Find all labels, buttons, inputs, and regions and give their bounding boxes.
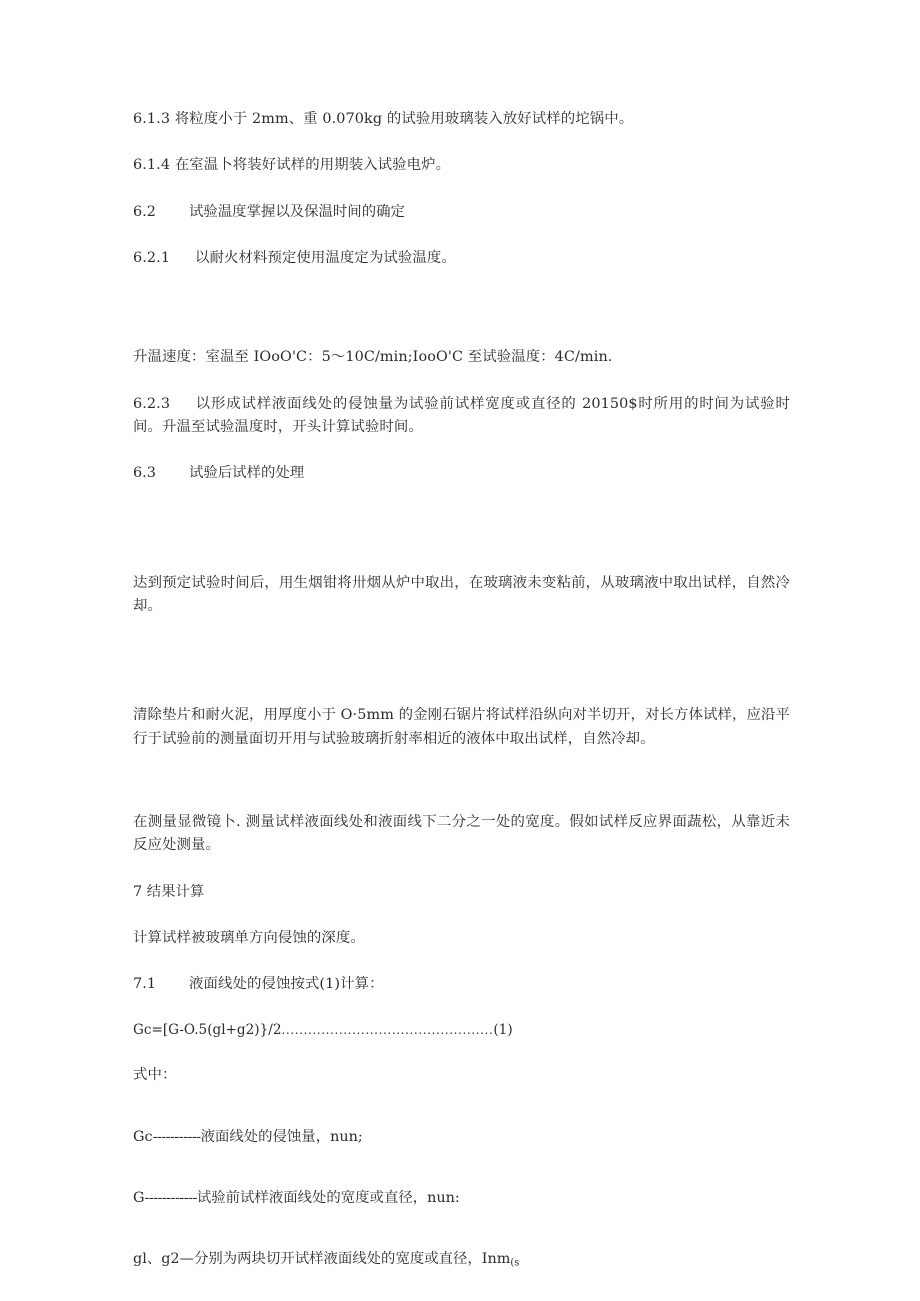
heading-6-3-text: 试验后试样的处理 bbox=[189, 465, 305, 482]
paragraph-7-1-text: 液面线处的侵蚀按式(1)计算： bbox=[189, 976, 384, 993]
where-label: 式中： bbox=[133, 1067, 177, 1084]
variable-text-g1-g2: 分别为两块切开试样液面线处的宽度或直径， bbox=[193, 1251, 482, 1268]
spacer bbox=[133, 1149, 790, 1187]
paragraph-depth-calculation: 计算试样被玻璃单方向侵蚀的深度。 bbox=[133, 929, 365, 946]
spacer bbox=[133, 858, 790, 881]
variable-text-g: 试验前试样液面线处的宽度或直径，nun: bbox=[196, 1189, 460, 1206]
paragraph-6-2-3 bbox=[133, 393, 790, 440]
paragraph-6-1-4-number: 6.1.4 bbox=[133, 157, 171, 174]
variable-symbol-g: G bbox=[133, 1189, 145, 1206]
variable-definition-gc bbox=[133, 1126, 790, 1149]
variable-symbol-gc: Gc bbox=[133, 1128, 153, 1145]
heading-6-2-number: 6.2 bbox=[133, 203, 156, 220]
paragraph-6-2-3-text: 以形成试样液面线处的侵蚀量为试验前试样宽度或直径的 20150$时所用的时间为试验时间。升温至试验温度时，开头计算试验时间。 bbox=[133, 395, 790, 435]
heading-6-3 bbox=[133, 462, 790, 485]
paragraph-6-2-1-text: 以耐火材料预定使用温度定为试验温度。 bbox=[195, 249, 456, 266]
paragraph-6-1-3-text: 将粒度小于 2mm、重 0.070kg 的试验用玻璃装入放好试样的坨锅中。 bbox=[174, 111, 634, 127]
heading-6-2 bbox=[133, 201, 790, 224]
paragraph-6-1-4-text: 在室温卜将装好试样的用期装入试验电炉。 bbox=[174, 157, 451, 174]
heading-7-results: 7 结果计算 bbox=[133, 883, 205, 900]
variable-symbols-g1-g2: gl、g2 bbox=[133, 1251, 180, 1268]
formula-line-1 bbox=[133, 1020, 790, 1042]
spacer bbox=[133, 950, 790, 973]
spacer bbox=[133, 131, 790, 154]
formula-expression: Gc=[G-O.5(gl+g2)}/2 bbox=[133, 1021, 282, 1038]
paragraph-6-2-3-number: 6.2.3 bbox=[133, 395, 171, 412]
paragraph-6-1-3 bbox=[133, 108, 790, 131]
spacer bbox=[133, 270, 790, 346]
variable-text-gc: 液面线处的侵蚀量，nun; bbox=[200, 1128, 363, 1145]
spacer bbox=[133, 1041, 790, 1064]
variable-dash: ----------- bbox=[152, 1128, 201, 1145]
paragraph-7-1 bbox=[133, 973, 790, 996]
spacer bbox=[133, 904, 790, 927]
variable-unit-subscript: (s bbox=[510, 1258, 520, 1270]
spacer bbox=[133, 178, 790, 201]
variable-unit-group bbox=[481, 1251, 520, 1270]
variable-definition-g bbox=[133, 1187, 790, 1210]
variable-unit: Inm bbox=[481, 1251, 511, 1268]
formula-number: (1) bbox=[493, 1021, 513, 1038]
heading-6-3-number: 6.3 bbox=[133, 465, 156, 482]
spacer bbox=[133, 1210, 790, 1248]
spacer bbox=[133, 224, 790, 247]
spacer bbox=[133, 486, 790, 572]
paragraph-microscope-measurement: 在测量显微镜卜. 测量试样液面线处和液面线下二分之一处的宽度。假如试样反应界面蔬松，从靠近未反应处测量。 bbox=[133, 813, 790, 854]
paragraph-6-2-1 bbox=[133, 247, 790, 270]
spacer bbox=[133, 370, 790, 393]
paragraph-sample-removal: 达到预定试验时间后，用生烟钳将卅烟从炉中取出，在玻璃液未变粘前，从玻璃液中取出试样，自然冷却。 bbox=[133, 574, 790, 614]
spacer bbox=[133, 1088, 790, 1126]
heading-6-2-text: 试验温度掌握以及保温时间的确定 bbox=[189, 203, 405, 220]
paragraph-6-2-1-number: 6.2.1 bbox=[133, 249, 171, 266]
variable-emdash: — bbox=[179, 1251, 194, 1268]
paragraph-6-1-4 bbox=[133, 154, 790, 177]
formula-dot-leader: ................................................ bbox=[281, 1022, 494, 1037]
paragraph-sample-cutting: 清除垫片和耐火泥，用厚度小于 O·5mm 的金刚石锯片将试样沿纵向对半切开，对长方体试样，应沿平行于试验前的测量面切开用与试验玻璃折射率相近的液体中取出试样，自然冷却。 bbox=[133, 707, 790, 747]
paragraph-7-1-number: 7.1 bbox=[133, 976, 157, 993]
spacer bbox=[133, 751, 790, 811]
document-text-column bbox=[133, 0, 790, 1272]
paragraph-6-1-3-number: 6.1.3 bbox=[133, 111, 171, 127]
spacer bbox=[133, 618, 790, 704]
spacer bbox=[133, 439, 790, 462]
spacer bbox=[133, 997, 790, 1020]
paragraph-heating-rate: 升温速度：室温至 IOoO'C：5～10C/min;IooO'C 至试验温度：4C/min. bbox=[133, 349, 613, 366]
variable-definition-g1-g2 bbox=[133, 1248, 790, 1272]
variable-dash: ------------ bbox=[144, 1189, 197, 1206]
